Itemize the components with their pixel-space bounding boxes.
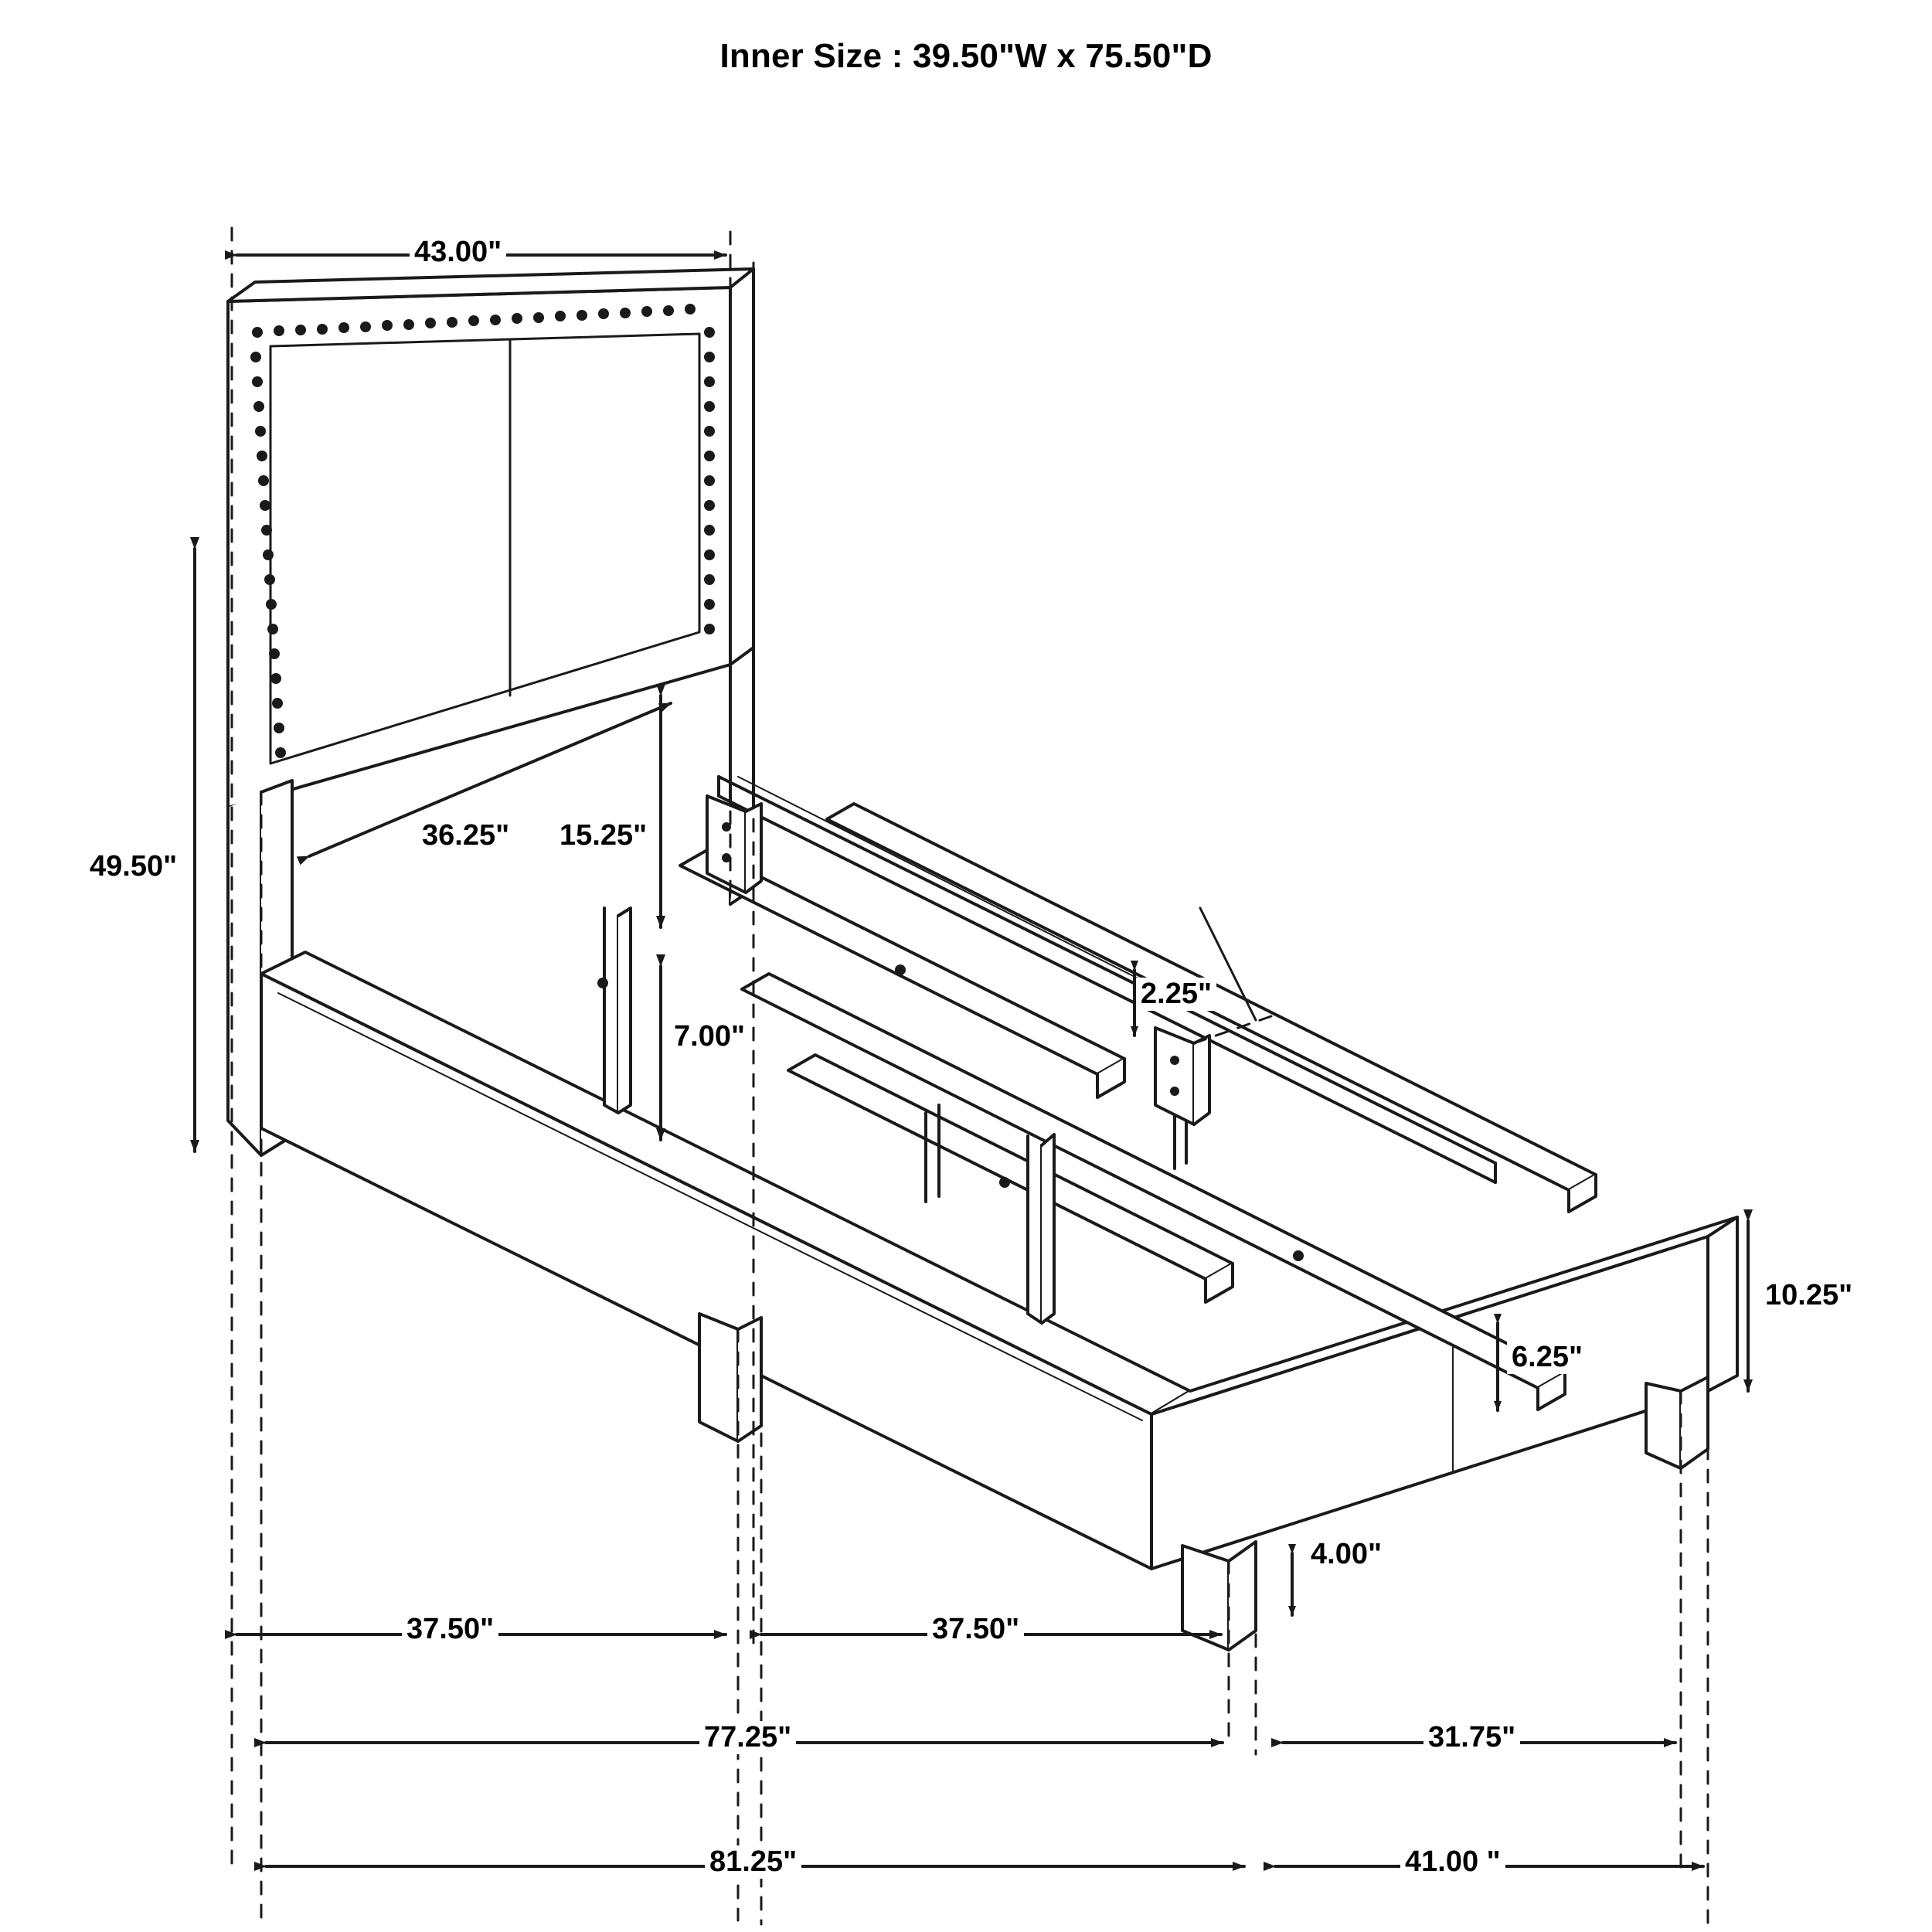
dim-deck-height: 6.25" (1507, 1341, 1587, 1374)
dim-headboard-above-rail: 15.25" (555, 819, 651, 852)
dim-slat-clearance: 7.00" (669, 1020, 750, 1053)
dim-overall-width: 41.00 " (1400, 1845, 1505, 1879)
dim-foot-depth: 31.75" (1423, 1721, 1520, 1754)
headboard-panel (228, 269, 753, 808)
dim-leg-height: 4.00" (1306, 1538, 1386, 1571)
dim-headboard-width: 43.00" (410, 236, 506, 269)
dim-rail-height: 10.25" (1760, 1279, 1857, 1312)
dim-headboard-panel-height: 36.25" (417, 819, 514, 852)
dim-overall-length: 81.25" (705, 1845, 801, 1879)
dim-side-rail-top-offset: 2.25" (1136, 978, 1216, 1011)
dim-right-span: 37.50" (927, 1613, 1024, 1646)
dim-inner-length: 77.25" (699, 1721, 796, 1754)
page-title: Inner Size : 39.50"W x 75.50"D (719, 37, 1213, 75)
dim-overall-headboard-height: 49.50" (85, 850, 182, 883)
dim-left-span: 37.50" (402, 1613, 498, 1646)
